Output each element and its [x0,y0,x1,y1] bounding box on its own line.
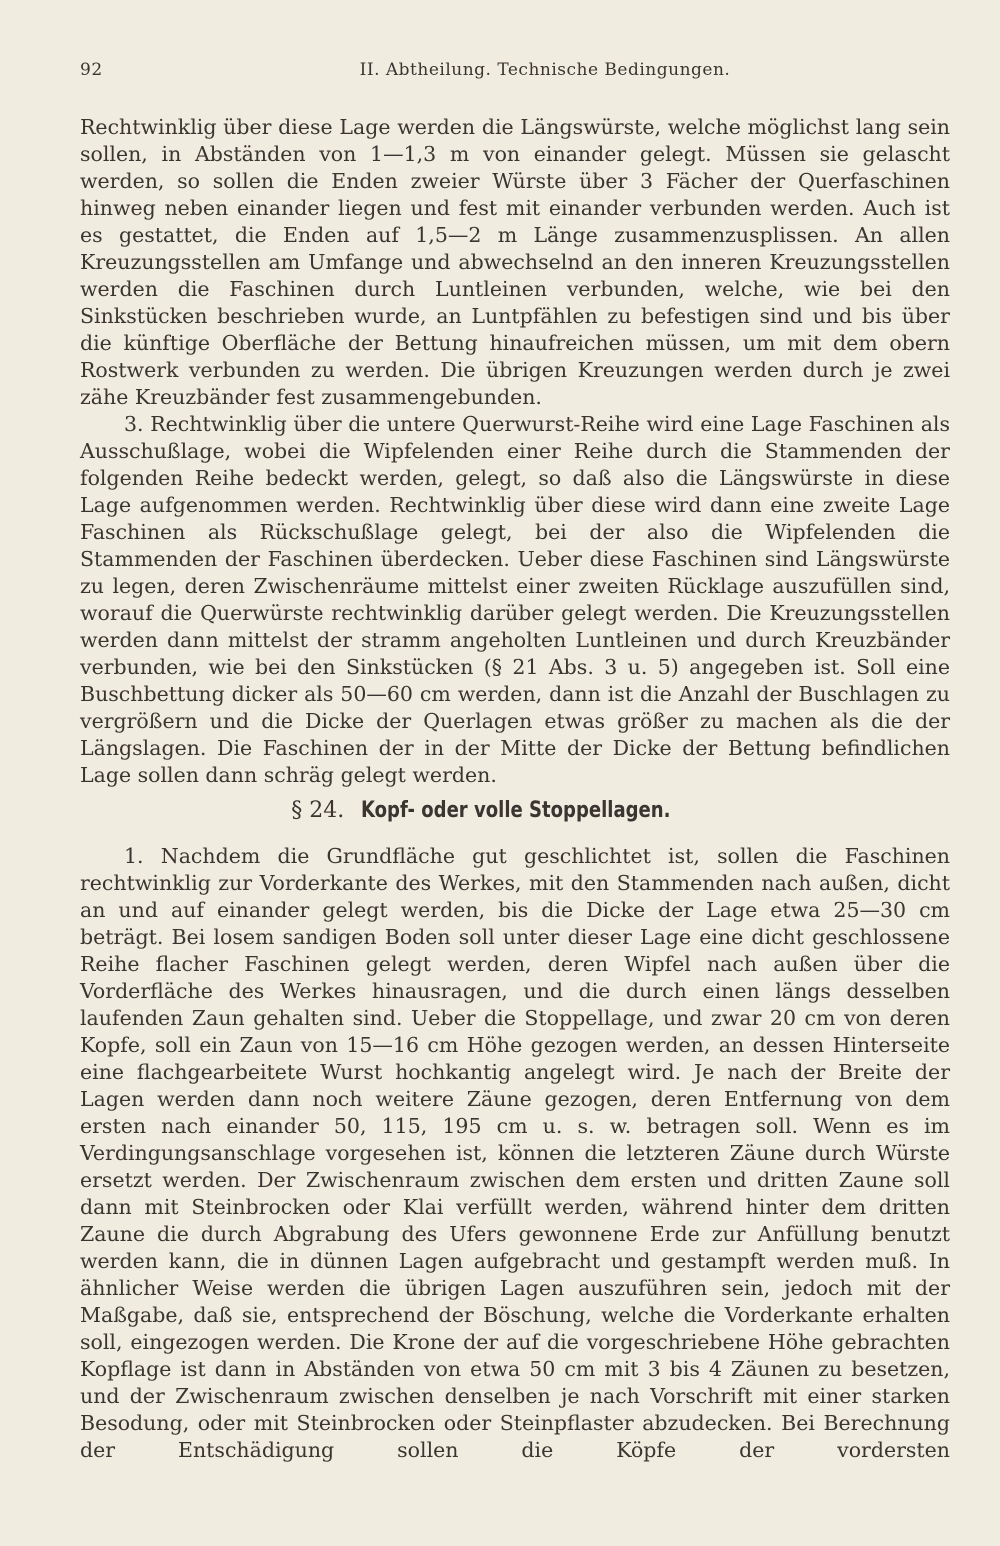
paragraph: 1. Nachdem die Grundfläche gut geschlichtet ist, sollen die Faschinen rechtwinklig zur Vorderkante des Werkes, mit den Stammenden nach außen, dicht an und auf einander gelegt werden, bis die Dicke der Lage etwa 25—30 cm beträgt. Bei losem sandigen Boden soll unter dieser Lage eine dicht geschlossene Reihe flacher Faschinen gelegt werden, deren Wipfel nach außen über die Vorderfläche des Werkes hinausragen, und die durch einen längs desselben laufenden Zaun gehalten sind. Ueber die Stoppellage, und zwar 20 cm von deren Kopfe, soll ein Zaun von 15—16 cm Höhe gezogen werden, an dessen Hinterseite eine flachgearbeitete Wurst hochkantig angelegt wird. Je nach der Breite der Lagen werden dann noch weitere Zäune gezogen, deren Entfernung von dem ersten nach einander 50, 115, 195 cm u. s. w. betragen soll. Wenn es im Verdingungsanschlage vorgesehen ist, können die letzteren Zäune durch Würste ersetzt werden. Der Zwischenraum zwischen dem ersten und dritten Zaune soll dann mit Steinbrocken oder Klai verfüllt werden, während hinter dem dritten Zaune die durch Abgrabung des Ufers gewonnene Erde zur Anfüllung benutzt werden kann, die in dünnen Lagen aufgebracht und gestampft werden muß. In ähnlicher Weise werden die übrigen Lagen auszuführen sein, jedoch mit der Maßgabe, daß sie, entsprechend der Böschung, welche die Vorderkante erhalten soll, eingezogen werden. Die Krone der auf die vorgeschriebene Höhe gebrachten Kopflage ist dann in Abständen von etwa 50 cm mit 3 bis 4 Zäunen zu besetzen, und der Zwischenraum zwischen denselben je nach Vorschrift mit einer starken Besodung, oder mit Steinbrocken oder Steinpflaster abzudecken. Bei Berechnung der Entschädigung sollen die Köpfe der vordersten [80,844,950,1462]
section-title: Kopf- oder volle Stoppellagen. [361,798,671,823]
paragraph: Rechtwinklig über diese Lage werden die Längswürste, welche möglichst lang sein sollen, in Abständen von 1—1,3 m von einander gelegt. Müssen sie gelascht werden, so sollen die Enden zweier Würste über 3 Fächer der Querfaschinen hinweg neben einander liegen und fest mit einander verbunden werden. Auch ist es gestattet, die Enden auf 1,5—2 m Länge zusammenzusplissen. An allen Kreuzungsstellen am Umfange und abwechselnd an den inneren Kreuzungsstellen werden die Faschinen durch Luntleinen verbunden, welche, wie bei den Sinkstücken beschrieben wurde, an Luntpfählen zu befestigen sind und bis über die künftige Oberfläche der Bettung hinaufreichen müssen, um mit dem obern Rostwerk verbunden zu werden. Die übrigen Kreuzungen werden durch je zwei zähe Kreuzbänder fest zusammengebunden. [80,115,950,409]
body-text-before-section [80,114,950,789]
page-number: 92 [80,60,103,80]
paragraph: 3. Rechtwinklig über die untere Querwurst-Reihe wird eine Lage Faschinen als Ausschußlage, wobei die Wipfelenden einer Reihe durch die Stammenden der folgenden Reihe bedeckt werden, gelegt, so daß also die Längswürste in diese Lage aufgenommen werden. Rechtwinklig über diese wird dann eine zweite Lage Faschinen als Rückschußlage gelegt, bei der also die Wipfelenden die Stammenden der Faschinen überdecken. Ueber diese Faschinen sind Längswürste zu legen, deren Zwischenräume mittelst einer zweiten Rücklage auszufüllen sind, worauf die Querwürste rechtwinklig darüber gelegt werden. Die Kreuzungsstellen werden dann mittelst der stramm angeholten Luntleinen und durch Kreuzbänder verbunden, wie bei den Sinkstücken (§ 21 Abs. 3 u. 5) angegeben ist. Soll eine Buschbettung dicker als 50—60 cm werden, dann ist die Anzahl der Buschlagen zu vergrößern und die Dicke der Querlagen etwas größer zu machen als die der Längslagen. Die Faschinen der in der Mitte der Dicke der Bettung befindlichen Lage sollen dann schräg gelegt werden. [80,412,950,787]
section-heading [80,796,950,826]
section-number: § 24. [291,798,345,823]
running-header [80,60,950,88]
running-title: II. Abtheilung. Technische Bedingungen. [359,60,731,80]
body-text-after-section [80,843,950,1464]
